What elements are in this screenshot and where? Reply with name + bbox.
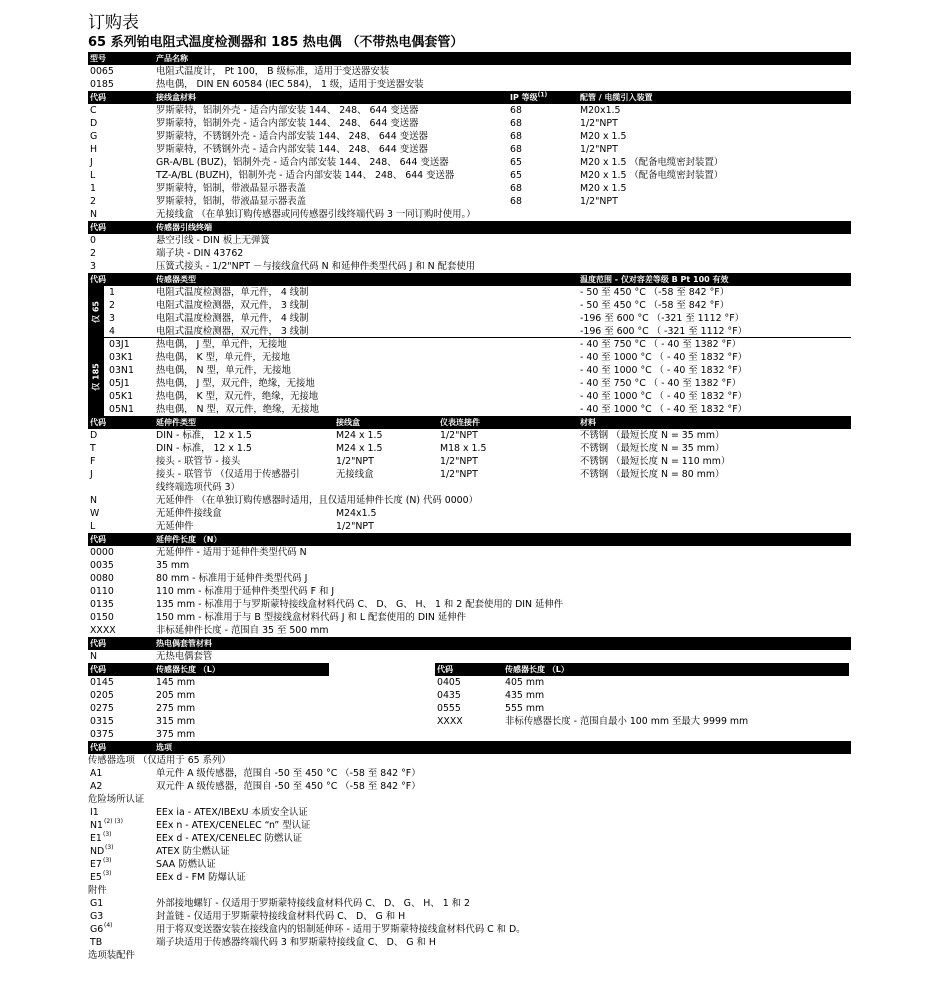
- conduit-entry: M20x1.5: [580, 105, 621, 116]
- table-row: [88, 429, 851, 442]
- table-row: [88, 858, 851, 871]
- table-row: [88, 910, 851, 923]
- table-row: [88, 455, 851, 468]
- ip-rating: 68: [510, 131, 522, 142]
- col-header-extension-length: 延伸件长度 （N）: [156, 535, 222, 544]
- temperature-range: - 40 至 1000 °C （ - 40 至 1832 °F）: [580, 391, 747, 402]
- table-row: [88, 377, 851, 390]
- table-row: [88, 676, 329, 689]
- ip-rating: 68: [510, 183, 522, 194]
- code: 03K1: [109, 352, 134, 363]
- col-header-extension-type: 延伸件类型: [156, 418, 196, 427]
- code: N: [90, 209, 98, 220]
- col-header-conduit: 配管 / 电缆引入装置: [580, 93, 653, 102]
- extension-type: 接头 - 联管节 - 接头: [156, 456, 241, 467]
- table-row: [88, 494, 851, 507]
- footnote: (3): [103, 857, 112, 864]
- table-row: [435, 702, 849, 715]
- section-header-options: [88, 741, 851, 754]
- option-description: 双元件 A 级传感器，范围自 -50 至 450 °C （-58 至 842 °F）: [156, 781, 421, 792]
- code: 4: [109, 326, 115, 337]
- extension-length: 无延伸件 - 适用于延伸件类型代码 N: [156, 547, 307, 558]
- col-header-code: 代码: [437, 665, 453, 674]
- product-name: 电阻式温度计， Pt 100， B 级标准，适用于变送器安装: [156, 66, 390, 77]
- code: 0: [90, 235, 96, 246]
- sensor-type: 热电偶， N 型，单元件，无接地: [156, 365, 291, 376]
- options-group-assembly: 选项装配件: [88, 950, 135, 961]
- table-row: [88, 325, 851, 338]
- conduit-entry: 1/2"NPT: [580, 196, 618, 207]
- lead-termination: 压簧式接头 - 1/2"NPT －与接线盒代码 N 和延伸件类型代码 J 和 N 配套使用: [156, 261, 476, 272]
- ip-rating: 68: [510, 105, 522, 116]
- option-description: 封盖链 - 仅适用于罗斯蒙特接线盒材料代码 C、 D、 G 和 H: [156, 911, 406, 922]
- extension-type: 线终端选项代码 3）: [156, 482, 240, 493]
- conduit-entry: 1/2"NPT: [580, 144, 618, 155]
- code: N: [90, 651, 98, 662]
- col-header-housing-material: 接线盒材料: [156, 93, 196, 102]
- code: TB: [90, 937, 103, 948]
- col-header-lead-termination: 传感器引线终端: [156, 223, 212, 232]
- section-header-sensor-length-right: [435, 663, 849, 676]
- ip-rating: 68: [510, 196, 522, 207]
- table-row: [88, 312, 851, 325]
- footnote: (4): [104, 922, 113, 929]
- code: L: [90, 170, 96, 181]
- section-header-model: [88, 52, 851, 65]
- section-header-housing: [88, 91, 851, 104]
- col-header-code: 代码: [90, 665, 106, 674]
- extension-type: 无延伸件 （在单独订购传感器时适用，且仅适用延伸件长度 (N) 代码 0000）: [156, 495, 478, 506]
- ip-label: IP 等级: [510, 93, 538, 102]
- col-header-code: 代码: [90, 535, 106, 544]
- temperature-range: -196 至 600 °C （ -321 至 1112 °F）: [580, 326, 747, 337]
- code: A2: [90, 781, 103, 792]
- housing-material: GR-A/BL (BUZ)，铝制外壳 - 适合内部安装 144、 248、 644 变送器: [156, 157, 449, 168]
- housing-material: 罗斯蒙特，铝制外壳 - 适合内部安装 144、 248、 644 变送器: [156, 118, 419, 129]
- instrument-connection: 1/2"NPT: [440, 469, 478, 480]
- table-row: [88, 819, 851, 832]
- page-title: 订购表: [88, 13, 139, 33]
- page-subtitle: 65 系列铂电阻式温度检测器和 185 热电偶 （不带热电偶套管）: [88, 35, 464, 50]
- extension-type: DIN - 标准， 12 x 1.5: [156, 443, 252, 454]
- code: I1: [90, 807, 99, 818]
- table-row: [88, 832, 851, 845]
- temperature-range: - 40 至 1000 °C （ - 40 至 1832 °F）: [580, 365, 747, 376]
- code: L: [90, 521, 96, 532]
- material: 不锈钢 （最短长度 N = 80 mm）: [580, 469, 725, 480]
- col-header-temp-range: 温度范围 - 仅对容差等级 B Pt 100 有效: [580, 275, 729, 284]
- material: 不锈钢 （最短长度 N = 110 mm）: [580, 456, 731, 467]
- table-row: [88, 78, 851, 91]
- code: G: [90, 131, 98, 142]
- col-header-instrument-connection: 仪表连接件: [440, 418, 480, 427]
- code: XXXX: [90, 625, 116, 636]
- table-row: [88, 299, 851, 312]
- code: 03N1: [109, 365, 134, 376]
- code: C: [90, 105, 97, 116]
- footnote: (3): [105, 844, 114, 851]
- conduit-entry: M20 x 1.5 （配备电缆密封装置）: [580, 170, 724, 181]
- code: N: [90, 495, 98, 506]
- housing-material: 无接线盒 （在单独订购传感器或同传感器引线终端代码 3 一同订购时使用。）: [156, 209, 476, 220]
- sensor-length: 555 mm: [505, 703, 545, 714]
- table-row: [88, 611, 851, 624]
- code: 1: [90, 183, 96, 194]
- table-row: [435, 689, 849, 702]
- col-header-sensor-length: 传感器长度 （L）: [156, 665, 220, 674]
- sensor-length: 275 mm: [156, 703, 196, 714]
- junction-box: M24x1.5: [336, 508, 377, 519]
- sensor-type: 热电偶， J 型，单元件，无接地: [156, 339, 287, 350]
- sensor-type: 电阻式温度检测器，双元件， 3 线制: [156, 300, 309, 311]
- option-description: 单元件 A 级传感器，范围自 -50 至 450 °C （-58 至 842 °F）: [156, 768, 421, 779]
- table-row: [88, 260, 851, 273]
- option-description: SAA 防燃认证: [156, 859, 216, 870]
- housing-material: 罗斯蒙特，铝制，带液晶显示器表盖: [156, 183, 307, 194]
- table-row: [88, 481, 851, 494]
- table-row: [88, 715, 329, 728]
- sensor-group-185: [88, 338, 851, 416]
- code: 03J1: [109, 339, 130, 350]
- table-row: [88, 585, 851, 598]
- options-group-sensor: 传感器选项 （仅适用于 65 系列）: [88, 755, 231, 766]
- code: 0275: [90, 703, 114, 714]
- product-name: 热电偶， DIN EN 60584 (IEC 584)， 1 级，适用于变送器安装: [156, 79, 424, 90]
- col-header-options: 选项: [156, 743, 172, 752]
- table-row: [88, 130, 851, 143]
- sensor-length: 375 mm: [156, 729, 196, 740]
- option-description: 外部接地螺钉 - 仅适用于罗斯蒙特接线盒材料代码 C、 D、 G、 H、 1 和 2: [156, 898, 470, 909]
- table-row: [88, 104, 851, 117]
- code: 0205: [90, 690, 114, 701]
- code: J: [90, 157, 93, 168]
- ip-rating: 65: [510, 157, 522, 168]
- code: W: [90, 508, 100, 519]
- col-header-code: 代码: [90, 743, 106, 752]
- table-row: [88, 247, 851, 260]
- table-row: [88, 208, 851, 221]
- code: 2: [109, 300, 115, 311]
- code: XXXX: [437, 716, 463, 727]
- ip-rating: 68: [510, 144, 522, 155]
- instrument-connection: 1/2"NPT: [440, 456, 478, 467]
- code: 3: [109, 313, 115, 324]
- sensor-group-65: [88, 286, 851, 338]
- ip-footnote: (1): [537, 91, 548, 99]
- junction-box: 1/2"NPT: [336, 521, 374, 532]
- sensor-type: 热电偶， K 型，单元件，无接地: [156, 352, 290, 363]
- conduit-entry: M20 x 1.5: [580, 131, 627, 142]
- code: 0435: [437, 690, 461, 701]
- code: 05J1: [109, 378, 130, 389]
- table-row: [88, 286, 851, 299]
- code: 3: [90, 261, 96, 272]
- table-row: [88, 936, 851, 949]
- housing-material: TZ-A/BL (BUZH)，铝制外壳 - 适合内部安装 144、 248、 644 变送器: [156, 170, 455, 181]
- lead-termination: 端子块 - DIN 43762: [156, 248, 244, 259]
- code: G3: [90, 911, 104, 922]
- section-header-sensor-type: [88, 273, 851, 286]
- extension-length: 35 mm: [156, 560, 190, 571]
- code: G6: [90, 924, 104, 935]
- code: 2: [90, 196, 96, 207]
- col-header-code: 代码: [90, 418, 106, 427]
- code: 0375: [90, 729, 114, 740]
- table-row: [88, 871, 851, 884]
- table-row: [88, 507, 851, 520]
- material: 不锈钢 （最短长度 N = 35 mm）: [580, 430, 725, 441]
- table-row: [88, 143, 851, 156]
- code: 0150: [90, 612, 114, 623]
- extension-length: 80 mm - 标准用于延伸件类型代码 J: [156, 573, 308, 584]
- table-row: [88, 234, 851, 247]
- table-row: [88, 442, 851, 455]
- code: 0135: [90, 599, 114, 610]
- table-row: [88, 65, 851, 78]
- col-header-code: 代码: [90, 275, 106, 284]
- code: D: [90, 118, 98, 129]
- section-header-lead-termination: [88, 221, 851, 234]
- code: H: [90, 144, 98, 155]
- table-row: [88, 702, 329, 715]
- code: 0080: [90, 573, 114, 584]
- option-description: 端子块适用于传感器终端代码 3 和罗斯蒙特接线盒 C、 D、 G 和 H: [156, 937, 436, 948]
- junction-box: 无接线盒: [336, 469, 374, 480]
- sensor-length-table-left: [88, 663, 329, 741]
- code: E5: [90, 872, 102, 883]
- junction-box: M24 x 1.5: [336, 443, 383, 454]
- table-row: [88, 806, 851, 819]
- code: G1: [90, 898, 104, 909]
- material: 不锈钢 （最短长度 N = 35 mm）: [580, 443, 725, 454]
- code: 1: [109, 287, 115, 298]
- code: 0110: [90, 586, 114, 597]
- table-row: [88, 390, 851, 403]
- code: E7: [90, 859, 102, 870]
- table-row: [435, 676, 849, 689]
- table-row: [88, 559, 851, 572]
- section-header-extension-type: [88, 416, 851, 429]
- table-row: [88, 351, 851, 364]
- model-code: 0185: [90, 79, 114, 90]
- temperature-range: - 40 至 750 °C （ - 40 至 1382 °F）: [580, 378, 741, 389]
- table-row: [88, 195, 851, 208]
- code: A1: [90, 768, 103, 779]
- code: 2: [90, 248, 96, 259]
- code: 0000: [90, 547, 114, 558]
- col-header-ip-rating: [510, 91, 547, 104]
- sensor-length-tables: [88, 663, 851, 741]
- extension-type: 无延伸件接线盒: [156, 508, 222, 519]
- table-row: [88, 156, 851, 169]
- conduit-entry: M20 x 1.5 （配备电缆密封装置）: [580, 157, 724, 168]
- sensor-type: 热电偶， J 型，双元件，绝缘，无接地: [156, 378, 315, 389]
- sensor-length-table-right: [435, 663, 849, 741]
- col-header-model: 型号: [90, 54, 106, 63]
- code: 0315: [90, 716, 114, 727]
- code: 0555: [437, 703, 461, 714]
- housing-material: 罗斯蒙特，铝制外壳 - 适合内部安装 144、 248、 644 变送器: [156, 105, 419, 116]
- code: E1: [90, 833, 102, 844]
- table-row: [88, 169, 851, 182]
- option-description: 用于将双变送器安装在接线盒内的铝制延伸环 - 适用于罗斯蒙特接线盒材料代码 C 和 D。: [156, 924, 526, 935]
- instrument-connection: M18 x 1.5: [440, 443, 487, 454]
- sensor-type: 电阻式温度检测器，单元件， 4 线制: [156, 287, 309, 298]
- sensor-length: 405 mm: [505, 677, 545, 688]
- table-row: [88, 117, 851, 130]
- temperature-range: - 40 至 1000 °C （ - 40 至 1832 °F）: [580, 404, 747, 415]
- code: N1: [90, 820, 103, 831]
- table-row: [88, 923, 851, 936]
- options-group-accessories: 附件: [88, 885, 107, 896]
- table-row: [88, 624, 851, 637]
- table-row: [88, 689, 329, 702]
- code: 0145: [90, 677, 114, 688]
- temperature-range: - 40 至 1000 °C （ - 40 至 1832 °F）: [580, 352, 747, 363]
- code: D: [90, 430, 98, 441]
- table-row: [88, 598, 851, 611]
- temperature-range: - 40 至 750 °C （ - 40 至 1382 °F）: [580, 339, 741, 350]
- temperature-range: - 50 至 450 °C （-58 至 842 °F）: [580, 300, 730, 311]
- code: 05N1: [109, 404, 134, 415]
- sensor-type: 电阻式温度检测器，单元件， 4 线制: [156, 313, 309, 324]
- table-row: [88, 845, 851, 858]
- extension-type: DIN - 标准， 12 x 1.5: [156, 430, 252, 441]
- housing-material: 罗斯蒙特，不锈钢外壳 - 适合内部安装 144、 248、 644 变送器: [156, 131, 428, 142]
- ip-rating: 68: [510, 118, 522, 129]
- housing-material: 罗斯蒙特，不锈钢外壳 - 适合内部安装 144、 248、 644 变送器: [156, 144, 428, 155]
- lead-termination: 悬空引线 - DIN 板上无弹簧: [156, 235, 270, 246]
- footnote: (2) (3): [104, 818, 123, 825]
- code: ND: [90, 846, 105, 857]
- col-header-code: 代码: [90, 639, 106, 648]
- junction-box: 1/2"NPT: [336, 456, 374, 467]
- thermowell-material: 无热电偶套管: [156, 651, 213, 662]
- extension-length: 150 mm - 标准用于与 B 型接线盒材料代码 J 和 L 配套使用的 DIN 延伸件: [156, 612, 466, 623]
- table-row: [88, 572, 851, 585]
- sensor-type: 热电偶， N 型，双元件，绝缘，无接地: [156, 404, 319, 415]
- extension-length: 110 mm - 标准用于延伸件类型代码 F 和 J: [156, 586, 335, 597]
- conduit-entry: 1/2"NPT: [580, 118, 618, 129]
- extension-type: 无延伸件: [156, 521, 194, 532]
- section-header-sensor-length-left: [88, 663, 329, 676]
- sensor-length: 435 mm: [505, 690, 545, 701]
- col-header-thermowell-material: 热电偶套管材料: [156, 639, 212, 648]
- table-row: [88, 520, 851, 533]
- code: 0405: [437, 677, 461, 688]
- extension-length: 135 mm - 标准用于与罗斯蒙特接线盒材料代码 C、 D、 G、 H、 1 和 2 配套使用的 DIN 延伸件: [156, 599, 564, 610]
- code: 05K1: [109, 391, 134, 402]
- group-tab-185-label: 仅 185: [91, 363, 101, 391]
- housing-material: 罗斯蒙特，铝制，带液晶显示器表盖: [156, 196, 307, 207]
- table-row: [88, 650, 851, 663]
- instrument-connection: 1/2"NPT: [440, 430, 478, 441]
- options-group-hazardous: 危险场所认证: [88, 794, 145, 805]
- option-description: EEx ia - ATEX/IBExU 本质安全认证: [156, 807, 308, 818]
- table-row: [88, 403, 851, 416]
- sensor-length: 315 mm: [156, 716, 196, 727]
- sensor-type: 电阻式温度检测器，双元件， 3 线制: [156, 326, 309, 337]
- code: T: [90, 443, 96, 454]
- col-header-junction-box: 接线盒: [336, 418, 360, 427]
- code: J: [90, 469, 93, 480]
- temperature-range: - 50 至 450 °C （-58 至 842 °F）: [580, 287, 730, 298]
- table-row: [88, 767, 851, 780]
- code: 0035: [90, 560, 114, 571]
- option-description: EEx n - ATEX/CENELEC “n” 型认证: [156, 820, 311, 831]
- option-description: EEx d - FM 防爆认证: [156, 872, 246, 883]
- table-row: [88, 780, 851, 793]
- extension-type: 接头 - 联管节 （仅适用于传感器引: [156, 469, 300, 480]
- sensor-length: 205 mm: [156, 690, 196, 701]
- sensor-length: 145 mm: [156, 677, 196, 688]
- table-row: [88, 546, 851, 559]
- table-row: [88, 728, 329, 741]
- col-header-code: 代码: [90, 223, 106, 232]
- sensor-type: 热电偶， K 型，双元件，绝缘，无接地: [156, 391, 319, 402]
- footnote: (3): [103, 831, 112, 838]
- table-row: [88, 182, 851, 195]
- conduit-entry: M20 x 1.5: [580, 183, 627, 194]
- model-code: 0065: [90, 66, 114, 77]
- table-row: [88, 364, 851, 377]
- table-row: [88, 468, 851, 481]
- option-description: EEx d - ATEX/CENELEC 防燃认证: [156, 833, 303, 844]
- temperature-range: -196 至 600 °C （-321 至 1112 °F）: [580, 313, 744, 324]
- col-header-sensor-type: 传感器类型: [156, 275, 196, 284]
- table-row: [88, 338, 851, 351]
- col-header-code: 代码: [90, 93, 106, 102]
- extension-length: 非标延伸件长度 - 范围自 35 至 500 mm: [156, 625, 329, 636]
- table-row: [88, 897, 851, 910]
- col-header-product-name: 产品名称: [156, 54, 188, 63]
- section-header-thermowell: [88, 637, 851, 650]
- section-header-extension-length: [88, 533, 851, 546]
- ip-rating: 65: [510, 170, 522, 181]
- col-header-sensor-length: 传感器长度 （L）: [505, 665, 569, 674]
- table-row: [435, 715, 849, 728]
- col-header-material: 材料: [580, 418, 596, 427]
- sensor-length: 非标传感器长度 - 范围自最小 100 mm 至最大 9999 mm: [505, 716, 749, 727]
- code: F: [90, 456, 96, 467]
- option-description: ATEX 防尘燃认证: [156, 846, 230, 857]
- footnote: (3): [103, 870, 112, 877]
- junction-box: M24 x 1.5: [336, 430, 383, 441]
- group-tab-65-label: 仅 65: [91, 301, 101, 323]
